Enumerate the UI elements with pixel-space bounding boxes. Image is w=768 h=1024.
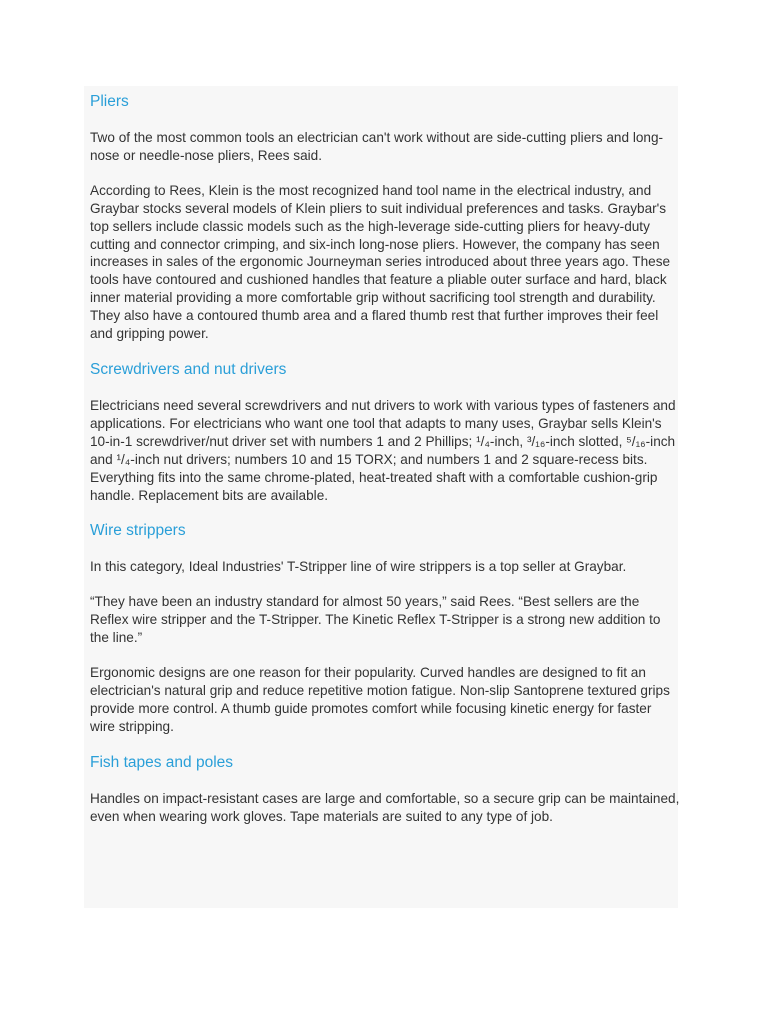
section-screwdrivers xyxy=(90,360,680,504)
paragraph: Two of the most common tools an electrician can't work without are side-cutting pliers and long-nose or needle-nose pliers, Rees said. xyxy=(90,130,664,163)
section-wire-strippers xyxy=(90,521,680,735)
article-content xyxy=(90,92,680,842)
paragraph: “They have been an industry standard for almost 50 years,” said Rees. “Best sellers are the Reflex wire stripper and the T-Stripper. The Kinetic Reflex T-Stripper is a strong new addition to the line.” xyxy=(90,594,661,646)
section-heading: Fish tapes and poles xyxy=(90,753,234,771)
section-pliers xyxy=(90,92,680,343)
section-heading: Pliers xyxy=(90,93,129,110)
paragraph: In this category, Ideal Industries' T-Stripper line of wire strippers is a top seller at Graybar. xyxy=(90,559,627,575)
section-heading: Screwdrivers and nut drivers xyxy=(90,360,287,378)
paragraph: Ergonomic designs are one reason for their popularity. Curved handles are designed to fit an electrician's natural grip and reduce repetitive motion fatigue. Non-slip Santoprene textured grips provide more control. A thumb guide promotes comfort while focusing kinetic energy for faster wire stripping. xyxy=(90,665,670,734)
paragraph: Handles on impact-resistant cases are large and comfortable, so a secure grip can be maintained, even when wearing work gloves. Tape materials are suited to any type of job. xyxy=(90,790,680,824)
paragraph: According to Rees, Klein is the most recognized hand tool name in the electrical industry, and Graybar stocks several models of Klein pliers to suit individual preferences and tasks. Graybar's top sellers include classic models such as the high-leverage side-cutting pliers for heavy-duty cutting and connector crimping, and six-inch long-nose pliers. However, the company has seen increases in sales of the ergonomic Journeyman series introduced about three years ago. These tools have contoured and cushioned handles that feature a pliable outer surface and hard, black inner material providing a more comfortable grip without sacrificing tool strength and durability. They also have a contoured thumb area and a flared thumb rest that further improves their feel and gripping power. xyxy=(90,182,671,342)
paragraph: Electricians need several screwdrivers and nut drivers to work with various types of fasteners and applications. For electricians who want one tool that adapts to many uses, Graybar sells Klein's 10-in-1 screwdriver/nut driver set with numbers 1 and 2 Phillips; ¹/₄-inch, ³/₁₆-inch slotted, ⁵/₁₆-inch and ¹/₄-inch nut drivers; numbers 10 and 15 TORX; and numbers 1 and 2 square-recess bits. Everything fits into the same chrome-plated, heat-treated shaft with a comfortable cushion-grip handle. Replacement bits are available. xyxy=(90,397,676,503)
section-fish-tapes xyxy=(90,753,680,826)
section-heading: Wire strippers xyxy=(90,522,186,540)
